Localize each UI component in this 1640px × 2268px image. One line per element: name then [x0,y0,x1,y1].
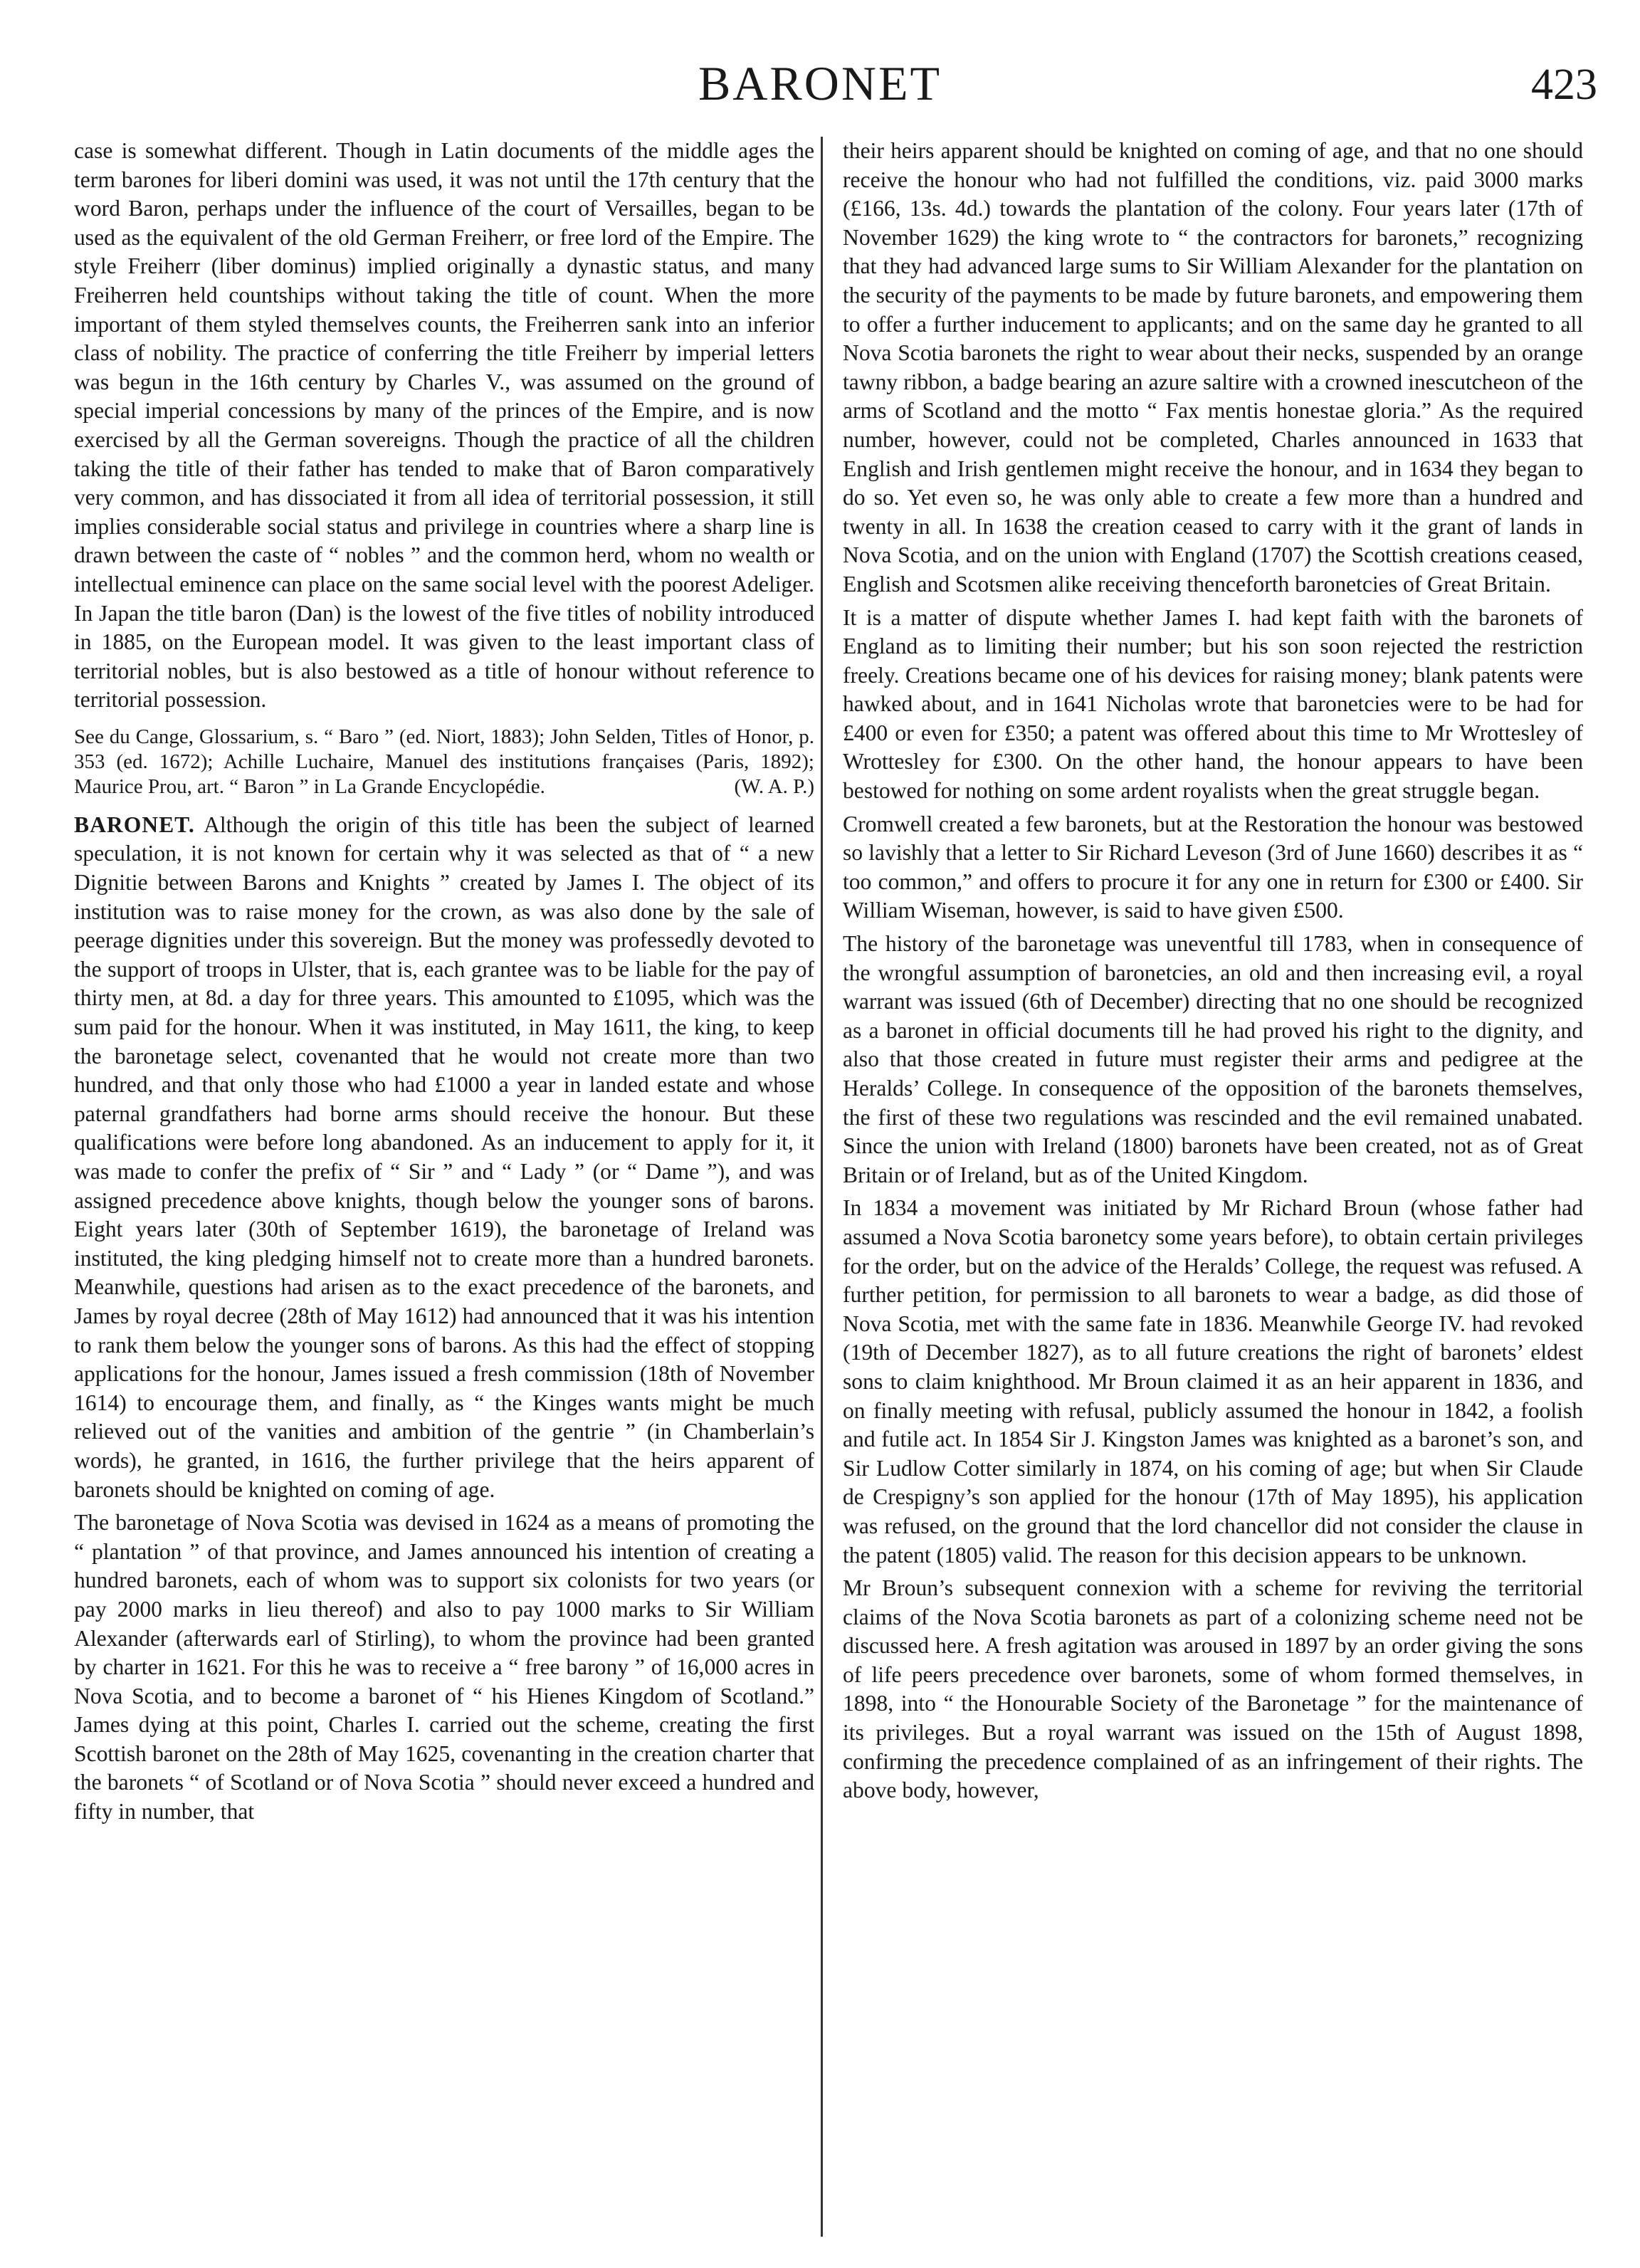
author-initials: (W. A. P.) [734,775,814,798]
james-charles-paragraph: It is a matter of dispute whether James I. had kept faith with the baronets of England as to limiting their number; but his son soon rejected the restriction freely. Creations became one of his devices for raising money; blank patents were hawked about, and in 1641 Nicholas wrote that baronetcies were to be had for £400 or even for £350; a patent was offered about this time to Mr Wrottesley of Wrottesley for £300. On the other hand, the honour appears to have been bestowed for nothing on some ardent royalists when the great struggle began. [843,604,1583,804]
baronet-intro-text: Although the origin of this title has been the subject of learned speculation, it is not known for certain why it was selected as that of “ a new Dignitie between Barons and Knights ” created by James I. The object of its institution was to raise money for the crown, as was also done by the sale of peerage dignities under this sovereign. But the money was professedly devoted to the support of troops in Ulster, that is, each grantee was to be liable for the pay of thirty men, at 8d. a day for three years. This amounted to £1095, which was the sum paid for the honour. When it was instituted, in May 1611, the king, to keep the baronetage select, covenanted that he would not create more than two hundred, and that only those who had £1000 a year in landed estate and whose paternal grandfathers had borne arms should receive the honour. But these qualifications were before long abandoned. As an inducement to apply for it, it was made to confer the prefix of “ Sir ” and “ Lady ” (or “ Dame ”), and was assigned precedence above knights, though below the younger sons of barons. Eight years later (30th of September 1619), the baronetage of Ireland was instituted, the king pledging himself not to create more than a hundred baronets. Meanwhile, questions had arisen as to the exact precedence of the baronets, and James by royal decree (28th of May 1612) had announced that it was his intention to rank them below the younger sons of barons. As this had the effect of stopping applications for the honour, James issued a fresh commission (18th of November 1614) to encourage them, and finally, as “ the Kinges wants might be much relieved out of the vanities and ambition of the gentrie ” (in Chamberlain’s words), he granted, in 1616, the further privilege that the heirs apparent of baronets should be knighted on coming of age. [74,812,814,1502]
right-column [843,137,1583,1805]
bibliography-note [74,725,814,799]
baronet-entry-intro [74,811,814,1504]
broun-movement-paragraph: In 1834 a movement was initiated by Mr Richard Broun (whose father had assumed a Nova Scotia baronetcy some years before), to obtain certain privileges for the order, but on the advice of the Heralds’ College, the request was refused. A further petition, for permission to all baronets to wear a badge, as did those of Nova Scotia, met with the same fate in 1836. Meanwhile George IV. had revoked (19th of December 1827), as to all future creations the right of baronets’ eldest sons to claim knighthood. Mr Broun claimed it as an heir apparent in 1836, and on finally meeting with refusal, publicly assumed the honour in 1842, a foolish and futile act. In 1854 Sir J. Kingston James was knighted as a baronet’s son, and Sir Ludlow Cotter similarly in 1874, on his coming of age; but when Sir Claude de Crespigny’s son applied for the honour (17th of May 1895), his application was refused, on the ground that the lord chancellor did not consider the clause in the patent (1805) valid. The reason for this decision appears to be unknown. [843,1195,1583,1568]
page-title: BARONET [698,56,942,110]
page-number: 423 [1531,61,1597,109]
history-paragraph: The history of the baronetage was uneventful till 1783, when in consequence of the wrongful assumption of baronetcies, an old and then increasing evil, a royal warrant was issued (6th of December) directing that no one should be recognized as a baronet in official documents till he had proved his right to the dignity, and also that those created in future must register their arms and pedigree at the Heralds’ College. In consequence of the opposition of the baronets themselves, the first of these two regulations was rescinded and the evil remained unabated. Since the union with Ireland (1800) baronets have been created, not as of Great Britain or of Ireland, but as of the United Kingdom. [843,931,1583,1187]
column-divider [821,137,823,2237]
bibliography-text: See du Cange, Glossarium, s. “ Baro ” (ed. Niort, 1883); John Selden, Titles of Honor, p. 353 (ed. 1672); Achille Luchaire, Manuel des institutions françaises (Paris, 1892); Maurice Prou, art. “ Baron ” in La Grande Encyclopédie. [74,725,814,798]
page-header [0,56,1640,120]
baron-paragraph-continued: case is somewhat different. Though in Latin documents of the middle ages the term barones for liberi domini was used, it was not until the 17th century that the word Baron, perhaps under the influence of the court of Versailles, began to be used as the equivalent of the old German Freiherr, or free lord of the Empire. The style Freiherr (liber dominus) implied originally a dynastic status, and many Freiherren held countships without taking the title of count. When the more important of them styled themselves counts, the Freiherren sank into an inferior class of nobility. The practice of conferring the title Freiherr by imperial letters was begun in the 16th century by Charles V., was assumed on the ground of special imperial concessions by many of the princes of the Empire, and is now exercised by all the German sovereigns. Though the practice of all the children taking the title of their father has tended to make that of Baron comparatively very common, and has dissociated it from all idea of territorial possession, it still implies considerable social status and privilege in countries where a sharp line is drawn between the caste of “ nobles ” and the common herd, whom no wealth or intellectual eminence can place on the same social level with the poorest Adeliger. In Japan the title baron (Dan) is the lowest of the five titles of nobility introduced in 1885, on the European model. It was given to the least important class of territorial nobles, but is also bestowed as a title of honour without reference to territorial possession. [74,138,814,713]
society-paragraph: Mr Broun’s subsequent connexion with a scheme for reviving the territorial claims of the Nova Scotia baronets as part of a colonizing scheme need not be discussed here. A fresh agitation was aroused in 1897 by an order giving the sons of life peers precedence over baronets, some of whom formed themselves, in 1898, into “ the Honourable Society of the Baronetage ” for the maintenance of its privileges. But a royal warrant was issued on the 15th of August 1898, confirming the precedence complained of as an infringement of their rights. The above body, however, [843,1575,1583,1803]
cromwell-paragraph: Cromwell created a few baronets, but at the Restoration the honour was bestowed so lavishly that a letter to Sir Richard Leveson (3rd of June 1660) describes it as “ too common,” and offers to procure it for any one in return for £300 or £400. Sir William Wiseman, however, is said to have given £500. [843,811,1583,923]
nova-scotia-paragraph-continued: their heirs apparent should be knighted on coming of age, and that no one should receive the honour who had not fulfilled the conditions, viz. paid 3000 marks (£166, 13s. 4d.) towards the plantation of the colony. Four years later (17th of November 1629) the king wrote to “ the contractors for baronets,” recognizing that they had advanced large sums to Sir William Alexander for the plantation on the security of the payments to be made by future baronets, and empowering them to offer a further inducement to applicants; and on the same day he granted to all Nova Scotia baronets the right to wear about their necks, suspended by an orange tawny ribbon, a badge bearing an azure saltire with a crowned inescutcheon of the arms of Scotland and the motto “ Fax mentis honestae gloria.” As the required number, however, could not be completed, Charles announced in 1633 that English and Irish gentlemen might receive the honour, and in 1634 they began to do so. Yet even so, he was only able to create a few more than a hundred and twenty in all. In 1638 the creation ceased to carry with it the grant of lands in Nova Scotia, and on the union with England (1707) the Scottish creations ceased, English and Scotsmen alike receiving thenceforth baronetcies of Great Britain. [843,138,1583,597]
nova-scotia-paragraph: The baronetage of Nova Scotia was devised in 1624 as a means of promoting the “ plantation ” of that province, and James announced his intention of creating a hundred baronets, each of whom was to support six colonists for two years (or pay 2000 marks in lieu thereof) and also to pay 1000 marks to Sir William Alexander (afterwards earl of Stirling), to whom the province had been granted by charter in 1621. For this he was to receive a “ free barony ” of 16,000 acres in Nova Scotia, and to become a baronet of “ his Hienes Kingdom of Scotland.” James dying at this point, Charles I. carried out the scheme, creating the first Scottish baronet on the 28th of May 1625, covenanting in the creation charter that the baronets “ of Scotland or of Nova Scotia ” should never exceed a hundred and fifty in number, that [74,1510,814,1825]
left-column [74,137,814,1827]
entry-headword: BARONET. [74,812,195,837]
